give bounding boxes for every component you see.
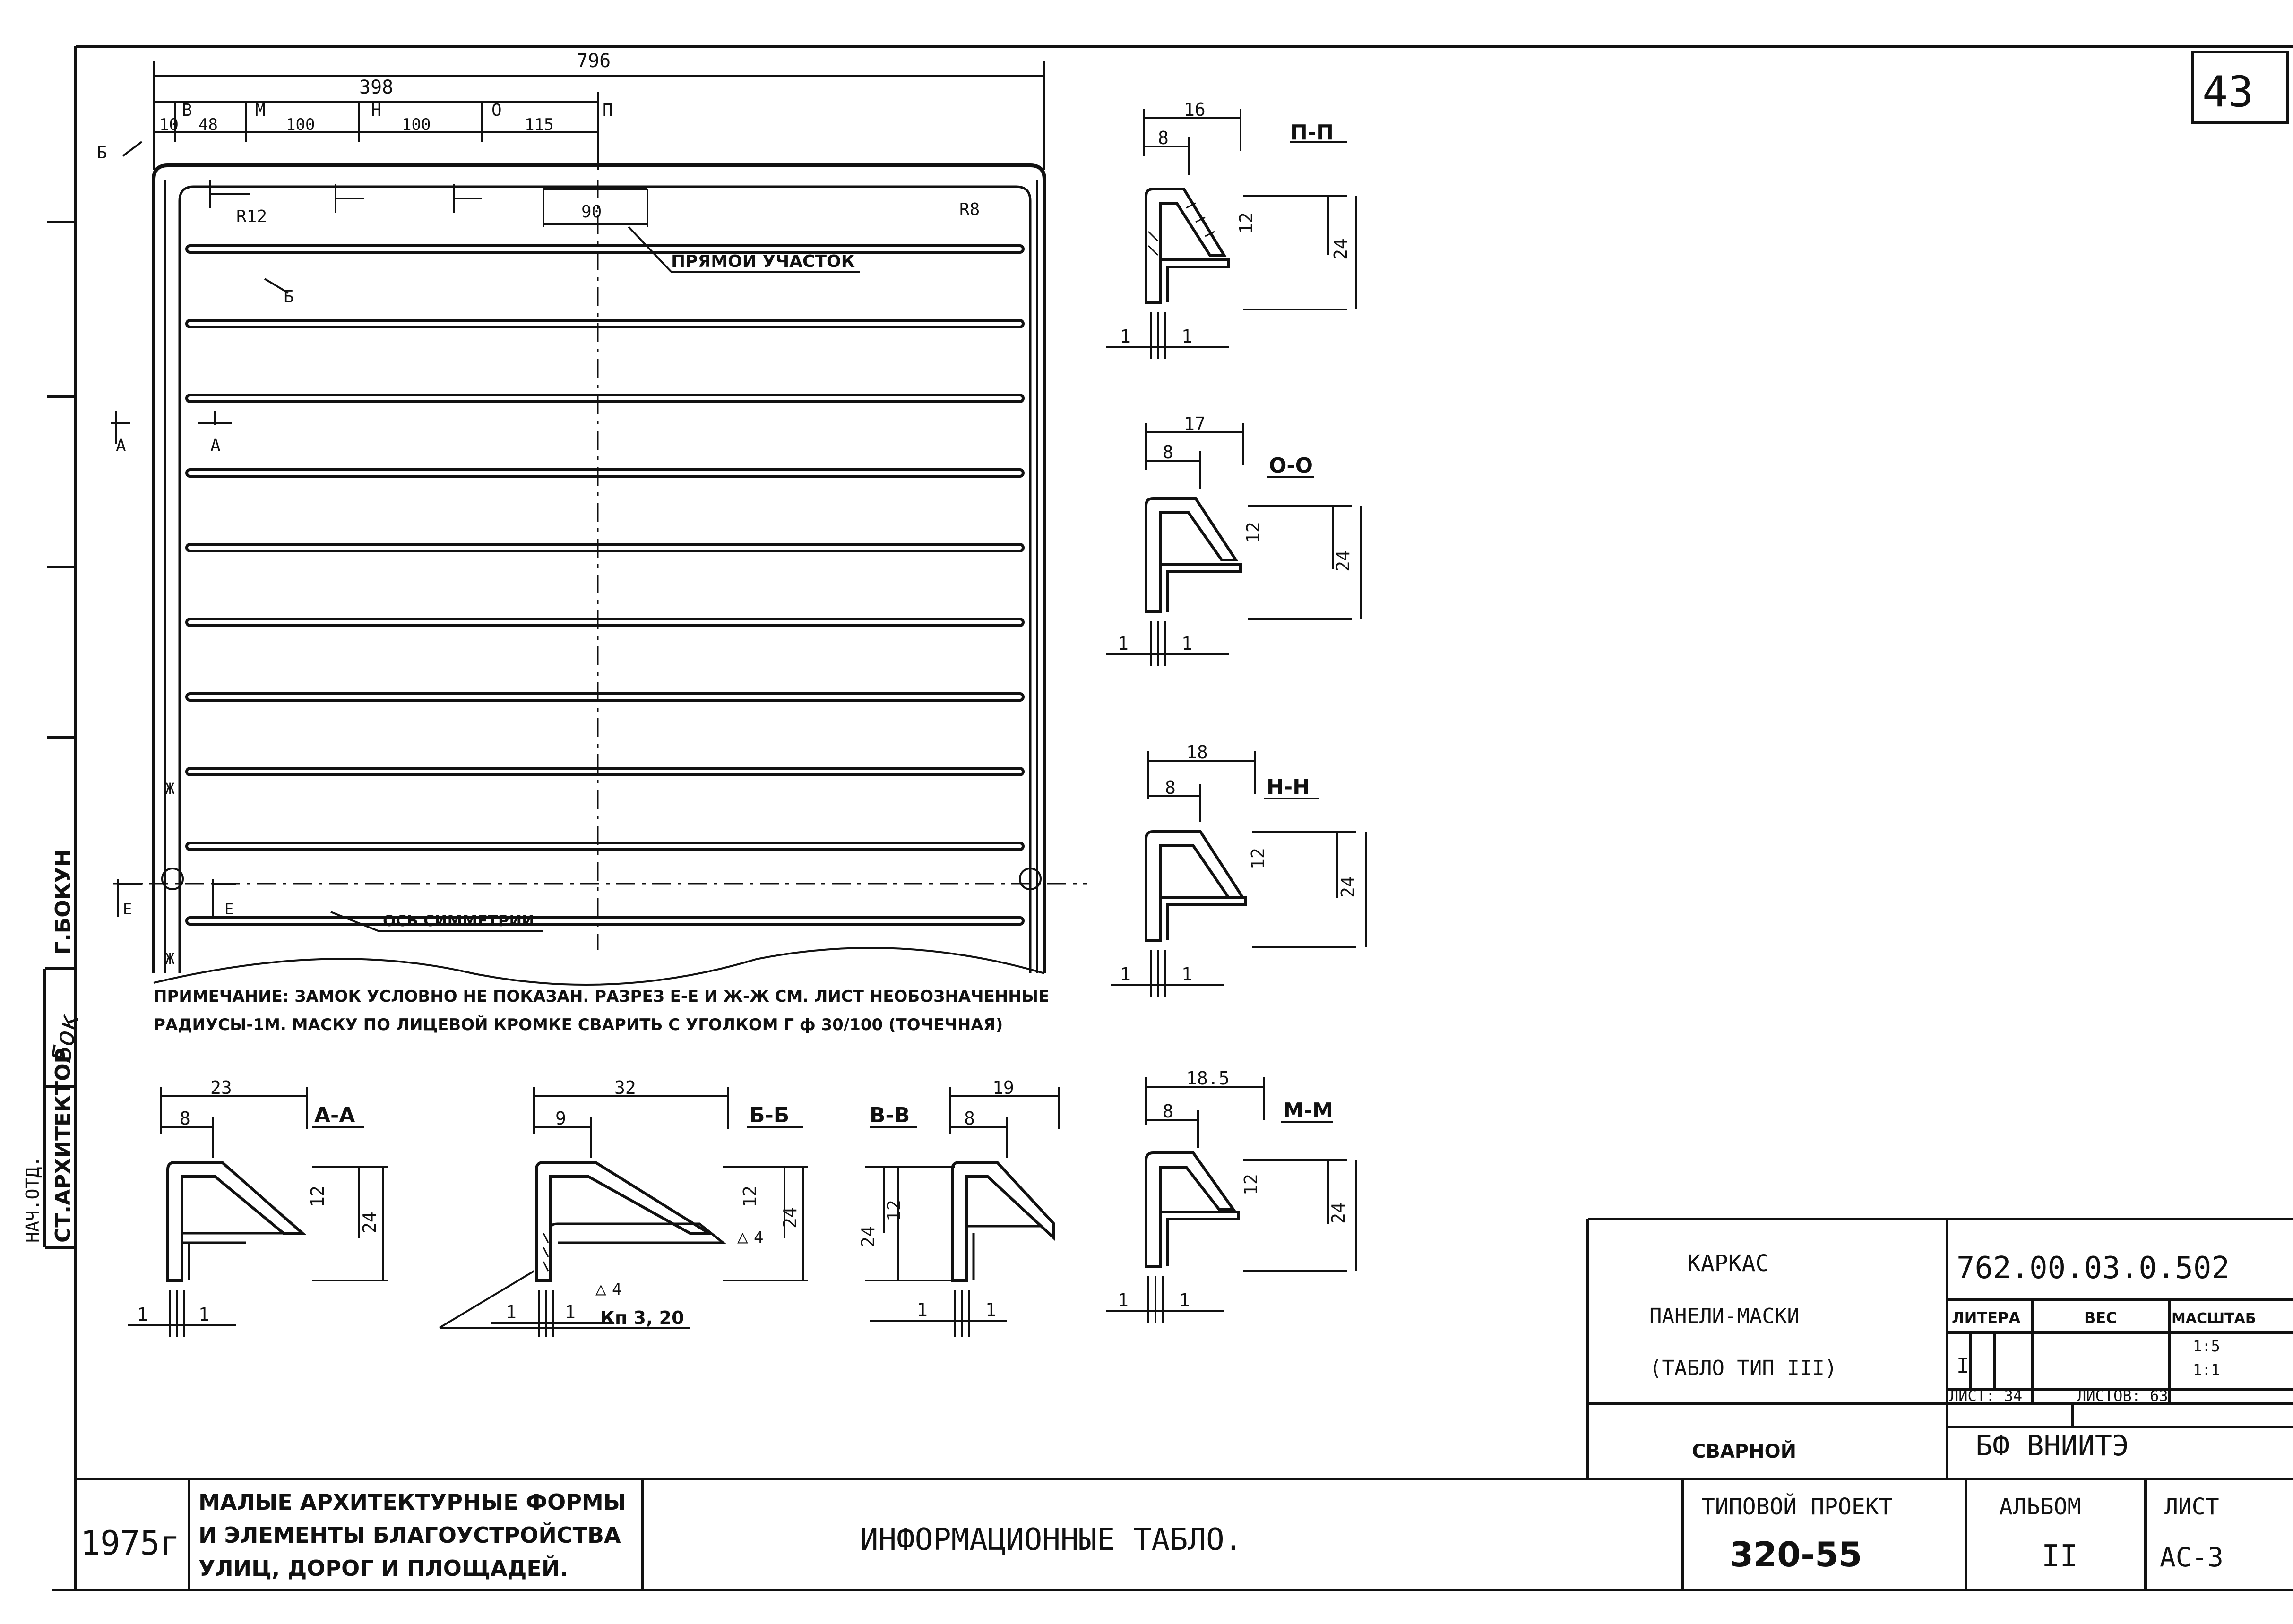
section-bb xyxy=(440,1077,808,1337)
tb-col-litera: ЛИТЕРА xyxy=(1952,1309,2021,1327)
bb-weld-2: 4 xyxy=(754,1228,764,1247)
sheet-label: ЛИСТ xyxy=(2164,1494,2219,1520)
sheet-number: 43 xyxy=(2202,67,2254,117)
vv-t2: 1 xyxy=(985,1299,996,1320)
title-block xyxy=(1588,1219,2293,1479)
pp-h1: 12 xyxy=(1236,212,1257,234)
section-mm xyxy=(1106,1068,1356,1323)
series-line1: МАЛЫЕ АРХИТЕКТУРНЫЕ ФОРМЫ xyxy=(198,1489,626,1515)
album-value: II xyxy=(2042,1539,2078,1574)
pp-width: 16 xyxy=(1184,99,1206,120)
panel-drawing xyxy=(97,50,1087,985)
dim-seg-5: 115 xyxy=(525,115,554,134)
vv-flange: 8 xyxy=(964,1108,975,1129)
vv-title: В-В xyxy=(870,1103,910,1127)
tp-label: ТИПОВОЙ ПРОЕКТ xyxy=(1701,1494,1893,1520)
label-section-zh-top: Ж xyxy=(165,780,175,798)
oo-h2: 24 xyxy=(1333,550,1353,572)
bb-title: Б-Б xyxy=(749,1103,790,1127)
cut-label-p: П xyxy=(603,101,613,120)
aa-flange: 8 xyxy=(180,1108,190,1129)
pp-t2: 1 xyxy=(1181,326,1192,347)
radius-left: R12 xyxy=(236,207,267,226)
stamp-signature: Бок xyxy=(46,1012,85,1065)
tb-list: ЛИСТ: 34 xyxy=(1949,1387,2023,1405)
note-line2: РАДИУСЫ-1М. МАСКУ ПО ЛИЦЕВОЙ КРОМКЕ СВАРИТЬ С УГОЛКОМ Г ф 30/100 (ТОЧЕЧНАЯ) xyxy=(154,1015,1003,1034)
bb-kp: Кп 3, 20 xyxy=(600,1307,684,1328)
oo-flange: 8 xyxy=(1163,442,1173,463)
tb-scale2: 1:1 xyxy=(2193,1361,2220,1379)
radius-right: R8 xyxy=(959,200,980,219)
sheet-value: АС-3 xyxy=(2160,1542,2224,1573)
note xyxy=(154,987,1049,1034)
mm-h2: 24 xyxy=(1328,1202,1349,1224)
dim-half: 398 xyxy=(359,77,394,98)
cut-label-o: О xyxy=(491,101,502,120)
nn-title: Н-Н xyxy=(1267,775,1310,799)
section-aa xyxy=(128,1077,388,1337)
tb-name-line1: КАРКАС xyxy=(1687,1250,1769,1277)
vv-h1: 12 xyxy=(884,1200,905,1221)
sheet-frame xyxy=(45,46,2293,1590)
nn-t1: 1 xyxy=(1120,964,1131,985)
bottom-stamp xyxy=(76,1479,2293,1590)
cut-label-n: Н xyxy=(371,101,381,120)
stamp-role-architect: СТ.АРХИТЕКТОР xyxy=(51,1048,75,1243)
bb-h2: 24 xyxy=(780,1207,801,1229)
nn-width: 18 xyxy=(1186,742,1208,763)
bb-flange: 9 xyxy=(555,1108,566,1129)
stamp-name-bokun: Г.БОКУН xyxy=(51,849,75,954)
panel-ribs xyxy=(187,246,1023,924)
stamp-year: 1975г xyxy=(80,1524,180,1563)
label-section-a-left: А xyxy=(116,436,126,455)
oo-title: О-О xyxy=(1269,454,1313,478)
oo-t1: 1 xyxy=(1118,633,1129,654)
nn-flange: 8 xyxy=(1165,777,1176,798)
tb-code: 762.00.03.0.502 xyxy=(1957,1251,2230,1286)
tb-col-ves: ВЕС xyxy=(2084,1309,2117,1327)
section-oo xyxy=(1106,413,1361,666)
bb-t1: 1 xyxy=(506,1302,517,1323)
mm-width: 18.5 xyxy=(1186,1068,1230,1089)
bb-weld: 4 xyxy=(612,1280,622,1299)
dim-seg-2: 48 xyxy=(198,115,218,134)
series-line3: УЛИЦ, ДОРОГ И ПЛОЩАДЕЙ. xyxy=(198,1555,568,1581)
oo-t2: 1 xyxy=(1181,633,1192,654)
tb-col-masshtab: МАСШТАБ xyxy=(2172,1310,2256,1327)
pp-t1: 1 xyxy=(1120,326,1131,347)
tb-name-line4: СВАРНОЙ xyxy=(1692,1441,1797,1462)
cut-label-v: В xyxy=(182,101,192,120)
aa-title: А-А xyxy=(314,1103,355,1127)
series-line2: И ЭЛЕМЕНТЫ БЛАГОУСТРОЙСТВА xyxy=(198,1522,621,1548)
bb-width: 32 xyxy=(614,1077,636,1098)
bb-weld-symbol-2: △ xyxy=(737,1226,748,1247)
mm-flange: 8 xyxy=(1163,1101,1173,1122)
aa-width: 23 xyxy=(210,1077,232,1098)
vv-width: 19 xyxy=(992,1077,1014,1098)
nn-t2: 1 xyxy=(1181,964,1192,985)
section-vv xyxy=(858,1077,1059,1337)
pp-h2: 24 xyxy=(1330,238,1351,260)
pp-flange: 8 xyxy=(1158,128,1169,148)
aa-h2: 24 xyxy=(359,1212,380,1233)
dim-seg-3: 100 xyxy=(286,115,315,134)
aa-t1: 1 xyxy=(137,1304,148,1325)
mm-h1: 12 xyxy=(1241,1174,1261,1195)
bb-t2: 1 xyxy=(565,1302,576,1323)
label-section-b-top: Б xyxy=(97,143,107,163)
nn-h1: 12 xyxy=(1248,848,1268,869)
label-section-b-inner: Б xyxy=(284,287,294,307)
oo-h1: 12 xyxy=(1243,522,1264,543)
bb-h1: 12 xyxy=(740,1186,760,1207)
dim-seg-1: 10 xyxy=(159,115,179,134)
dim-90: 90 xyxy=(581,202,602,222)
tb-listov: ЛИСТОВ: 63 xyxy=(2077,1387,2168,1405)
tb-name-line3: (ТАБЛО ТИП III) xyxy=(1649,1356,1837,1380)
drawing-title: ИНФОРМАЦИОННЫЕ ТАБЛО. xyxy=(860,1522,1243,1557)
dim-seg-4: 100 xyxy=(402,115,431,134)
pp-title: П-П xyxy=(1290,120,1334,145)
tp-value: 320-55 xyxy=(1730,1535,1862,1574)
album-label: АЛЬБОМ xyxy=(1999,1494,2081,1520)
label-section-zh-bottom: Ж xyxy=(165,950,175,968)
bb-weld-symbol: △ xyxy=(595,1278,606,1299)
aa-h1: 12 xyxy=(307,1186,328,1207)
vv-h2: 24 xyxy=(858,1226,879,1247)
mm-t1: 1 xyxy=(1118,1290,1129,1311)
mm-title: М-М xyxy=(1283,1099,1333,1123)
straight-part-label: ПРЯМОЙ УЧАСТОК xyxy=(671,252,855,271)
label-section-e-right: Е xyxy=(224,900,234,918)
tb-name-line2: ПАНЕЛИ-МАСКИ xyxy=(1649,1304,1800,1328)
tb-org: БФ ВНИИТЭ xyxy=(1975,1429,2129,1462)
label-section-e-left: Е xyxy=(123,900,132,918)
axis-label: ОСЬ СИММЕТРИИ xyxy=(383,912,534,930)
aa-t2: 1 xyxy=(198,1304,209,1325)
dim-total: 796 xyxy=(577,50,611,72)
oo-width: 17 xyxy=(1184,413,1206,434)
sheet-number-box xyxy=(2193,52,2287,123)
section-nn xyxy=(1111,742,1366,997)
cut-label-m: М xyxy=(255,101,266,120)
mm-t2: 1 xyxy=(1179,1290,1190,1311)
tb-scale1: 1:5 xyxy=(2193,1337,2220,1355)
stamp-role-head: НАЧ.ОТД. xyxy=(22,1156,43,1243)
section-pp xyxy=(1106,99,1356,359)
note-line1: ПРИМЕЧАНИЕ: ЗАМОК УСЛОВНО НЕ ПОКАЗАН. РАЗРЕЗ Е-Е И Ж-Ж СМ. ЛИСТ НЕОБОЗНАЧЕННЫЕ xyxy=(154,987,1050,1006)
tb-litera-val: I xyxy=(1957,1354,1969,1378)
nn-h2: 24 xyxy=(1337,876,1358,898)
vv-t1: 1 xyxy=(917,1299,928,1320)
label-section-a-right: А xyxy=(210,436,221,455)
